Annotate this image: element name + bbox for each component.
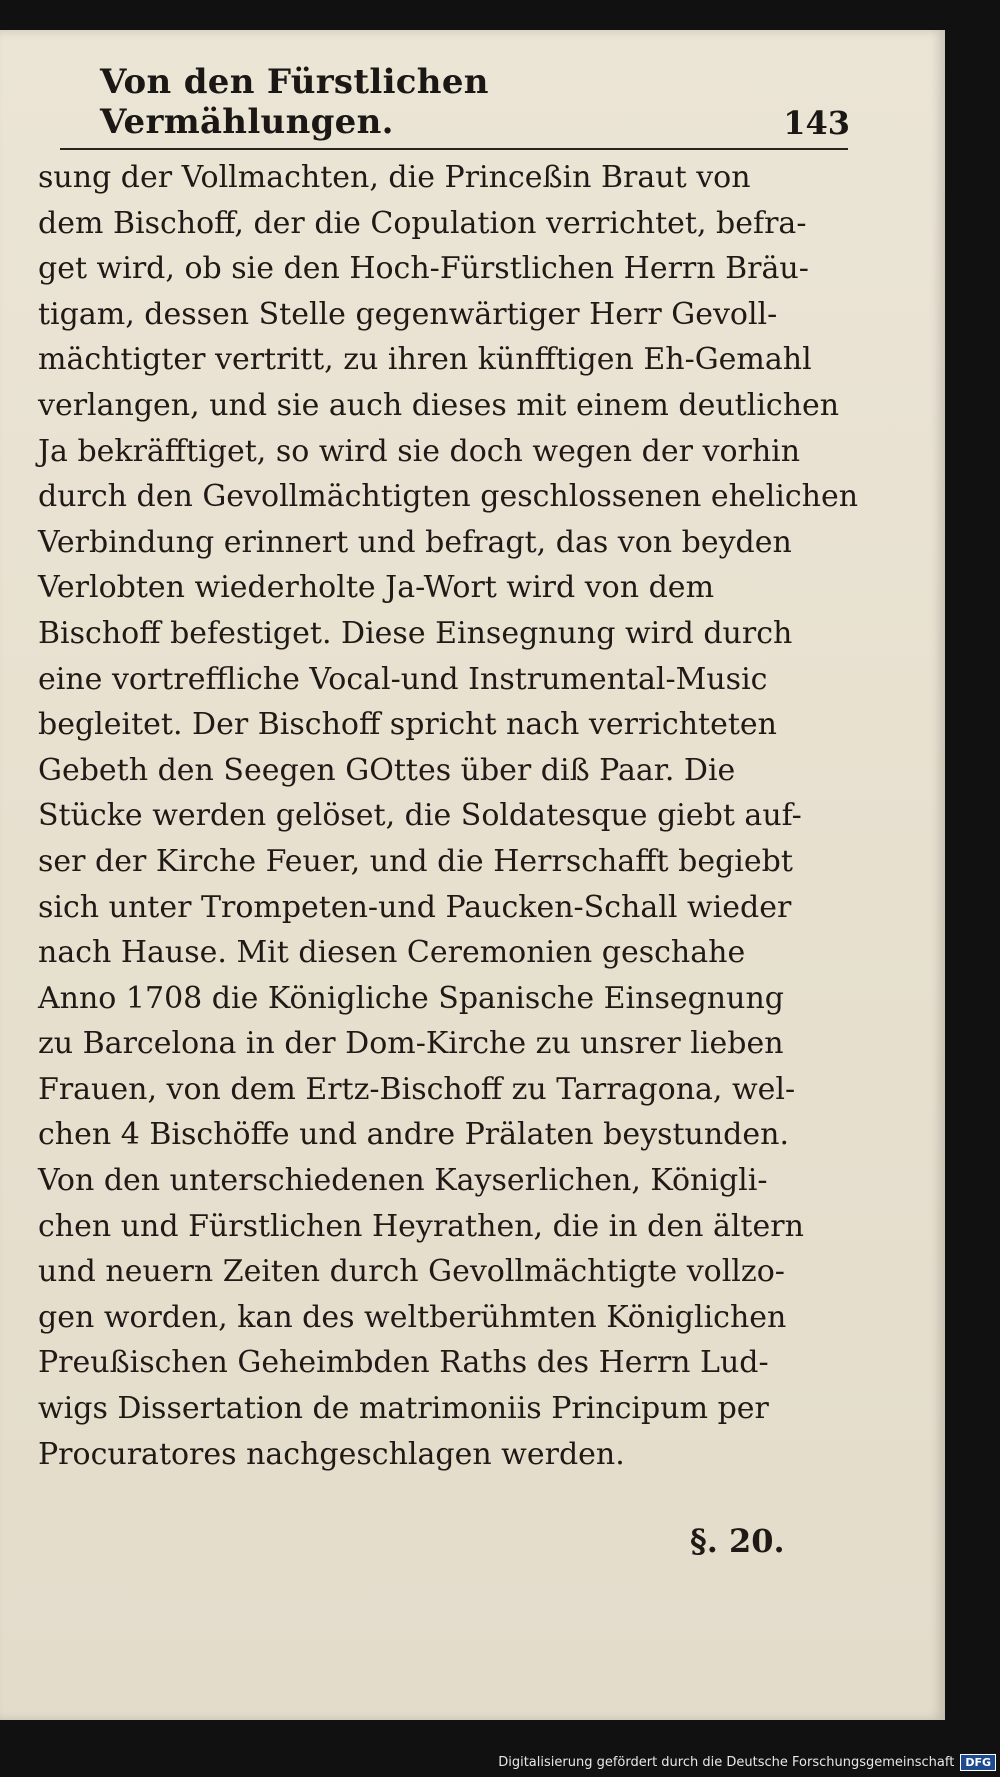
book-page — [0, 30, 945, 1720]
text-line: chen 4 Bischöffe und andre Prälaten beystunden. — [38, 1117, 789, 1153]
catchword: §. 20. — [690, 1522, 785, 1560]
text-line: Verbindung erinnert und befragt, das von beyden — [38, 524, 792, 560]
running-title: Von den Fürstlichen Vermählungen. — [100, 62, 489, 142]
text-line: dem Bischoff, der die Copulation verrichtet, befra- — [38, 205, 807, 241]
text-line: Ja bekräfftiget, so wird sie doch wegen der vorhin — [38, 433, 801, 469]
header-rule — [60, 148, 848, 150]
text-line: begleitet. Der Bischoff spricht nach verrichteten — [38, 707, 777, 743]
text-line: Stücke werden gelöset, die Soldatesque giebt auf- — [38, 798, 802, 834]
text-line: eine vortreffliche Vocal-und Instrumental-Music — [38, 661, 768, 697]
text-line: zu Barcelona in der Dom-Kirche zu unsrer lieben — [38, 1026, 784, 1062]
text-line: Anno 1708 die Königliche Spanische Einsegnung — [38, 980, 784, 1016]
funding-credit: Digitalisierung gefördert durch die Deutsche Forschungsgemeinschaft — [498, 1755, 955, 1770]
text-line: wigs Dissertation de matrimoniis Principum per — [38, 1391, 769, 1427]
digitization-footer — [498, 1754, 996, 1771]
text-line: Verlobten wiederholte Ja-Wort wird von dem — [38, 570, 715, 606]
text-line: ser der Kirche Feuer, und die Herrschafft begiebt — [38, 843, 793, 879]
text-line: chen und Fürstlichen Heyrathen, die in den ältern — [38, 1208, 804, 1244]
text-line: Procuratores nachgeschlagen werden. — [38, 1436, 625, 1472]
text-line: und neuern Zeiten durch Gevollmächtigte vollzo- — [38, 1254, 785, 1290]
running-header — [100, 62, 850, 142]
text-line: sich unter Trompeten-und Paucken-Schall wieder — [38, 889, 792, 925]
text-line: sung der Vollmachten, die Princeßin Braut von — [38, 160, 751, 195]
text-line: nach Hause. Mit diesen Ceremonien geschahe — [38, 935, 746, 971]
text-line: get wird, ob sie den Hoch-Fürstlichen Herrn Bräu- — [38, 251, 809, 287]
page-number: 143 — [783, 104, 850, 142]
text-line: mächtigter vertritt, zu ihren künfftigen Eh-Gemahl — [38, 342, 812, 378]
text-line: durch den Gevollmächtigten geschlossenen ehelichen — [38, 479, 859, 515]
text-line: Bischoff befestiget. Diese Einsegnung wird durch — [38, 615, 793, 651]
text-line: verlangen, und sie auch dieses mit einem deutlichen — [38, 387, 840, 423]
text-line: Preußischen Geheimbden Raths des Herrn Lud- — [38, 1345, 769, 1381]
text-line: tigam, dessen Stelle gegenwärtiger Herr Gevoll- — [38, 296, 778, 332]
text-line: Frauen, von dem Ertz-Bischoff zu Tarragona, wel- — [38, 1071, 796, 1107]
text-line: Von den unterschiedenen Kayserlichen, Königli- — [38, 1163, 768, 1199]
body-text — [38, 155, 859, 1477]
dfg-logo: DFG — [960, 1754, 996, 1771]
text-line: gen worden, kan des weltberühmten Königlichen — [38, 1299, 787, 1335]
text-line: Gebeth den Seegen GOttes über diß Paar. Die — [38, 752, 736, 788]
